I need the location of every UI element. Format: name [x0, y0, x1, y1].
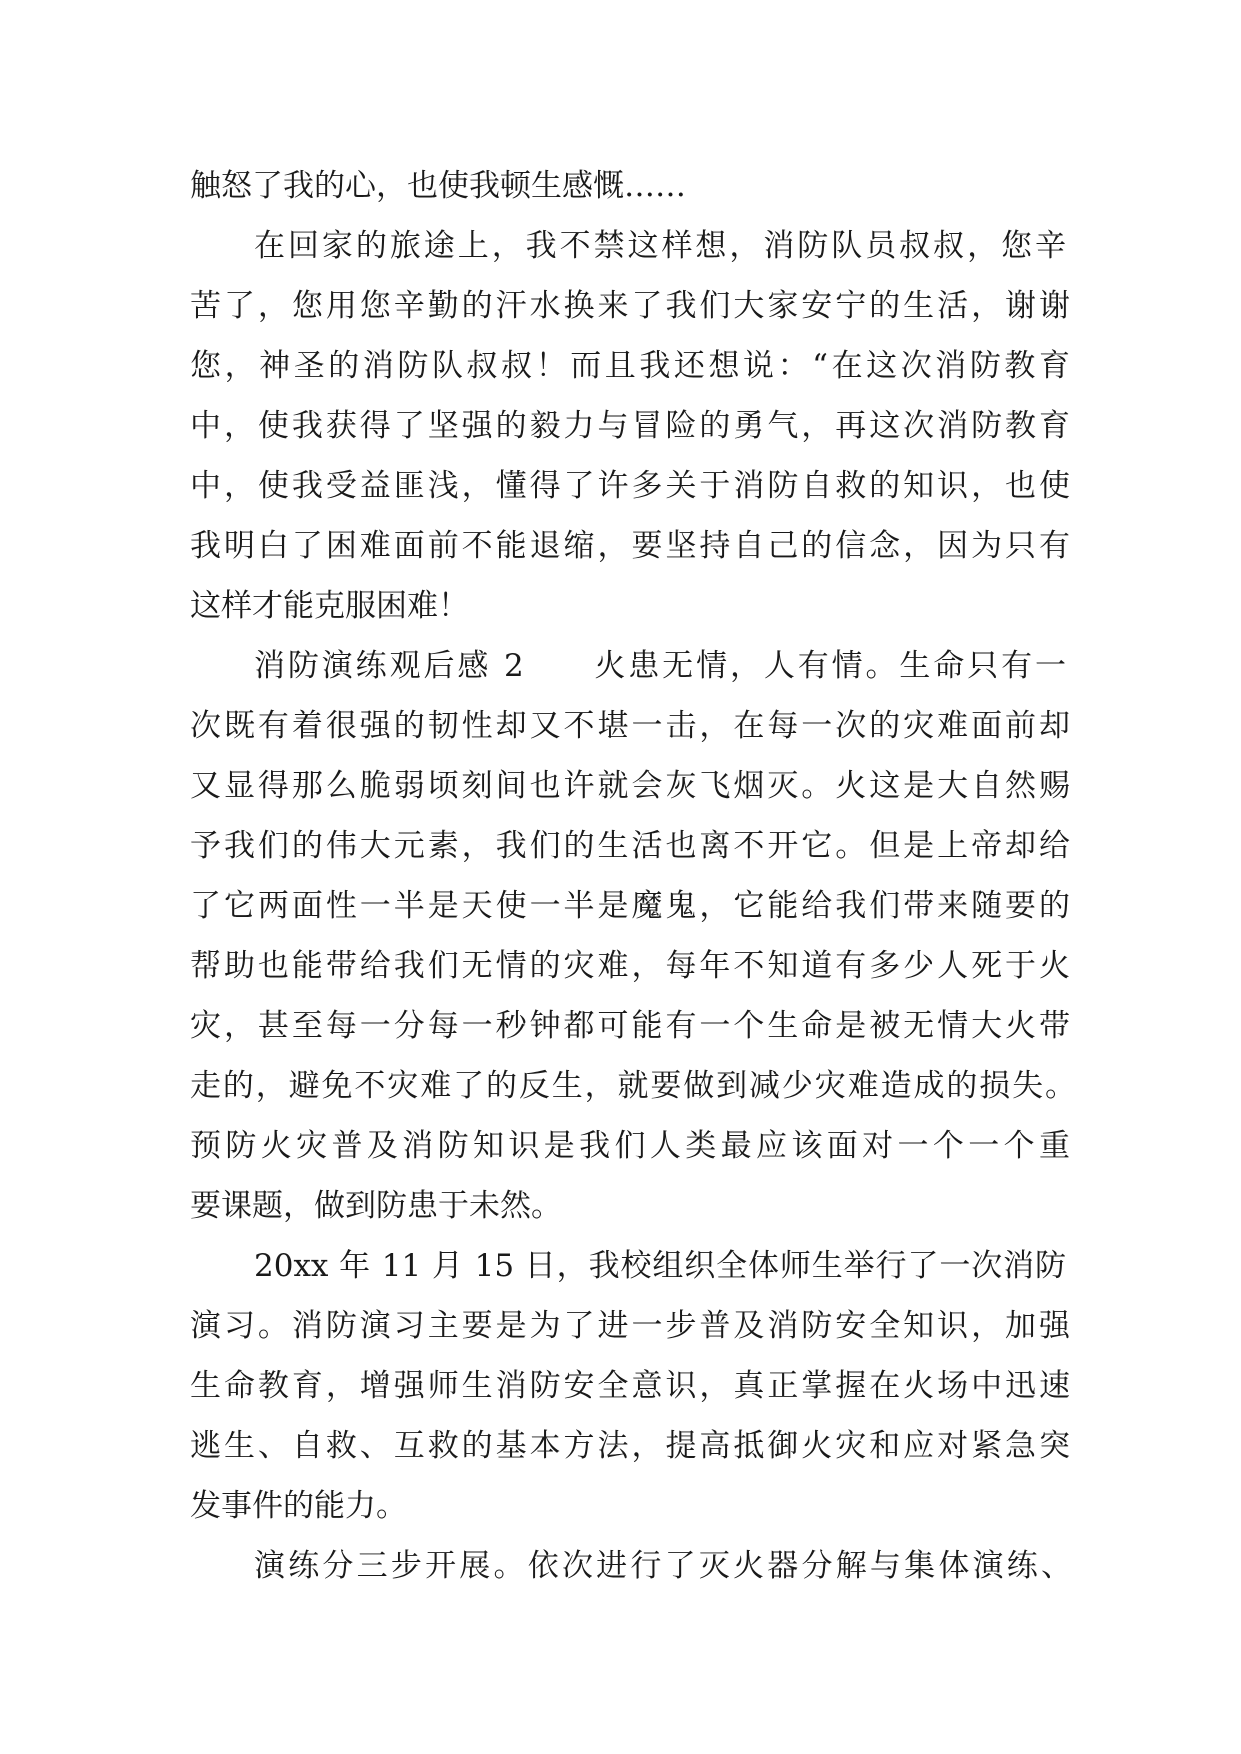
text-line: 灾，甚至每一分每一秒钟都可能有一个生命是被无情大火带: [190, 1008, 1070, 1044]
text-line: 消防演练观后感 2 火患无情，人有情。生命只有一: [254, 648, 1066, 684]
text-line: 予我们的伟大元素，我们的生活也离不开它。但是上帝却给: [190, 828, 1070, 864]
text-line: 在回家的旅途上，我不禁这样想，消防队员叔叔，您辛: [254, 228, 1066, 264]
text-line: 走的，避免不灾难了的反生，就要做到减少灾难造成的损失。: [190, 1068, 1076, 1104]
text-line: 这样才能克服困难！: [190, 588, 469, 624]
text-line: 演习。消防演习主要是为了进一步普及消防安全知识，加强: [190, 1308, 1070, 1344]
text-line: 20xx 年 11 月 15 日，我校组织全体师生举行了一次消防: [254, 1248, 1066, 1284]
text-line: 逃生、自救、互救的基本方法，提高抵御火灾和应对紧急突: [190, 1428, 1070, 1464]
text-line: 我明白了困难面前不能退缩，要坚持自己的信念，因为只有: [190, 528, 1070, 564]
text-line: 中，使我获得了坚强的毅力与冒险的勇气，再这次消防教育: [190, 408, 1070, 444]
text-line: 次既有着很强的韧性却又不堪一击，在每一次的灾难面前却: [190, 708, 1070, 744]
text-line: 苦了，您用您辛勤的汗水换来了我们大家安宁的生活，谢谢: [190, 288, 1070, 324]
text-line: 预防火灾普及消防知识是我们人类最应该面对一个一个重: [190, 1128, 1070, 1164]
text-line: 帮助也能带给我们无情的灾难，每年不知道有多少人死于火: [190, 948, 1070, 984]
text-line: 又显得那么脆弱顷刻间也许就会灰飞烟灭。火这是大自然赐: [190, 768, 1070, 804]
text-line: 发事件的能力。: [190, 1488, 407, 1524]
text-line: 触怒了我的心，也使我顿生感慨……: [190, 168, 686, 204]
text-line: 您，神圣的消防队叔叔！而且我还想说：“在这次消防教育: [190, 348, 1070, 384]
text-line: 要课题，做到防患于未然。: [190, 1188, 562, 1224]
text-line: 生命教育，增强师生消防安全意识，真正掌握在火场中迅速: [190, 1368, 1070, 1404]
text-line: 演练分三步开展。依次进行了灭火器分解与集体演练、: [254, 1548, 1072, 1584]
text-line: 了它两面性一半是天使一半是魔鬼，它能给我们带来随要的: [190, 888, 1070, 924]
text-line: 中，使我受益匪浅，懂得了许多关于消防自救的知识，也使: [190, 468, 1070, 504]
